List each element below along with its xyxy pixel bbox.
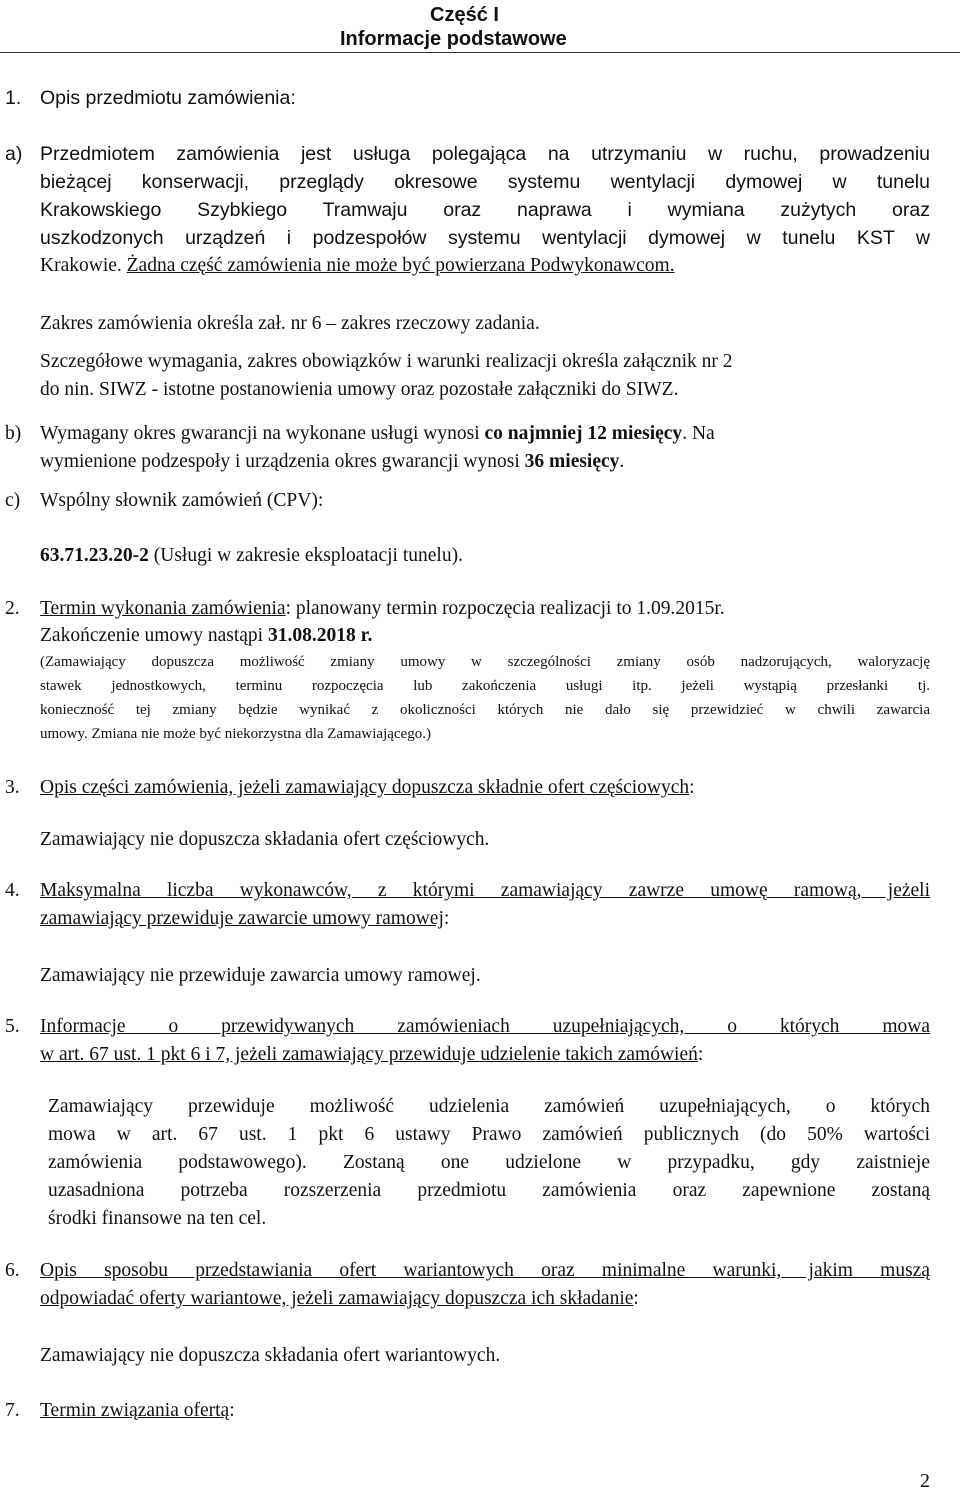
- section-1-title: Opis przedmiotu zamówienia:: [40, 87, 296, 109]
- part-subtitle: Informacje podstawowe: [340, 28, 567, 50]
- item-a-line-1: Przedmiotem zamówienia jest usługa polegająca na utrzymaniu w ruchu, prowadzeniu: [40, 143, 930, 165]
- warranty-parts: 36 miesięcy: [524, 451, 620, 472]
- section-6-title-1: Opis sposobu przedstawiania ofert wariantowych oraz minimalne warunki, jakim muszą: [40, 1260, 930, 1281]
- details-line-2: do nin. SIWZ - istotne postanowienia umowy oraz pozostałe załączniki do SIWZ.: [40, 379, 679, 400]
- note-line-1: (Zamawiający dopuszcza możliwość zmiany umowy w szczególności zmiany osób nadzorujących, waloryzację: [40, 654, 930, 670]
- section-4-answer: Zamawiający nie przewiduje zawarcia umowy ramowej.: [40, 965, 481, 986]
- section-7-colon: :: [229, 1400, 235, 1421]
- item-b-line-2-end: .: [619, 451, 625, 472]
- section-5-answer-2: mowa w art. 67 ust. 1 pkt 6 ustawy Prawo zamówień publicznych (do 50% wartości: [48, 1124, 930, 1145]
- section-5-title-2: w art. 67 ust. 1 pkt 6 i 7, jeżeli zamawiający przewiduje udzielenie takich zamówień: [40, 1044, 698, 1065]
- note-line-2: stawek jednostkowych, terminu rozpoczęcia lub zakończenia usługi itp. jeżeli wystąpią przesłanki tj.: [40, 678, 930, 694]
- section-6-colon: :: [633, 1288, 639, 1309]
- item-c-text: Wspólny słownik zamówień (CPV):: [40, 490, 324, 511]
- end-date: 31.08.2018 r.: [267, 625, 373, 646]
- section-7-heading: [40, 1397, 930, 1425]
- details-line-1: Szczegółowe wymagania, zakres obowiązków i warunki realizacji określa załącznik nr 2: [40, 351, 733, 372]
- cpv-line: [40, 542, 930, 570]
- part-number: Część I: [430, 4, 499, 26]
- section-5-colon: :: [697, 1044, 704, 1065]
- note-line-4: umowy. Zmiana nie może być niekorzystna dla Zamawiającego.): [40, 726, 431, 742]
- section-2-line-2: [40, 622, 930, 650]
- section-6-answer: Zamawiający nie dopuszcza składania ofert wariantowych.: [40, 1345, 501, 1366]
- end-date-text: Zakończenie umowy nastąpi: [40, 625, 268, 646]
- header-rule: [0, 52, 960, 53]
- item-b-line-1-end: . Na: [682, 423, 715, 444]
- section-2-line-1: [40, 595, 930, 623]
- section-6-heading-2: [40, 1285, 930, 1313]
- subcontractor-clause: Żadna część zamówienia nie może być powierzana Podwykonawcom.: [126, 255, 675, 276]
- section-3-number: 3.: [5, 777, 20, 798]
- section-7-number: 7.: [5, 1400, 20, 1421]
- item-b-line-2: [40, 448, 930, 476]
- note-line-3: konieczność tej zmiany będzie wynikać z okoliczności których nie dało się przewidzieć w chwili zawarcia: [40, 702, 930, 718]
- item-b-line-1: [40, 420, 930, 448]
- item-a-line-4: uszkodzonych urządzeń i podzespołów systemu wentylacji dymowej w tunelu KST w: [40, 227, 930, 249]
- item-a-line-5-start: Krakowie.: [40, 255, 127, 276]
- section-7-title: Termin związania ofertą: [40, 1400, 230, 1421]
- section-5-answer-3: zamówienia podstawowego). Zostaną one udzielone w przypadku, gdy zaistnieje: [48, 1152, 930, 1173]
- page-number: 2: [920, 1470, 930, 1492]
- section-4-title-1: Maksymalna liczba wykonawców, z którymi zamawiający zawrze umowę ramową, jeżeli: [40, 880, 930, 901]
- section-5-answer-1: Zamawiający przewiduje możliwość udzielenia zamówień uzupełniających, o których: [48, 1096, 930, 1117]
- warranty-services: co najmniej 12 miesięcy: [484, 423, 683, 444]
- section-2-line-1-rest: : planowany termin rozpoczęcia realizacji to 1.09.2015r.: [285, 598, 725, 619]
- section-4-colon: :: [443, 908, 450, 929]
- section-1-number: 1.: [5, 87, 22, 109]
- item-a-line-2: bieżącej konserwacji, przeglądy okresowe systemu wentylacji dymowej w tunelu: [40, 171, 930, 193]
- section-5-number: 5.: [5, 1016, 20, 1037]
- section-5-heading-2: [40, 1041, 930, 1069]
- section-5-answer-5: środki finansowe na ten cel.: [48, 1208, 267, 1229]
- section-5-title-1: Informacje o przewidywanych zamówieniach uzupełniających, o których mowa: [40, 1016, 930, 1037]
- item-a-line-5: [40, 252, 930, 280]
- section-3-colon: :: [689, 777, 695, 798]
- item-b-line-2-text: wymienione podzespoły i urządzenia okres gwarancji wynosi: [40, 451, 525, 472]
- section-2-number: 2.: [5, 598, 20, 619]
- section-3-answer: Zamawiający nie dopuszcza składania ofert częściowych.: [40, 829, 490, 850]
- section-4-title-2: zamawiający przewiduje zawarcie umowy ramowej: [40, 908, 444, 929]
- section-6-number: 6.: [5, 1260, 20, 1281]
- cpv-code: 63.71.23.20-2: [40, 545, 149, 566]
- section-6-title-2: odpowiadać oferty wariantowe, jeżeli zamawiający dopuszcza ich składanie: [40, 1288, 634, 1309]
- item-a-label: a): [5, 143, 23, 165]
- section-3-title: Opis części zamówienia, jeżeli zamawiający dopuszcza składnie ofert częściowych: [40, 777, 690, 798]
- section-3-heading: [40, 774, 930, 802]
- section-2-title: Termin wykonania zamówienia: [40, 598, 286, 619]
- section-4-heading-2: [40, 905, 930, 933]
- section-4-number: 4.: [5, 880, 20, 901]
- scope-line: Zakres zamówienia określa zał. nr 6 – zakres rzeczowy zadania.: [40, 313, 540, 334]
- item-a-line-3: Krakowskiego Szybkiego Tramwaju oraz naprawa i wymiana zużytych oraz: [40, 199, 930, 221]
- section-5-answer-4: uzasadniona potrzeba rozszerzenia przedmiotu zamówienia oraz zapewnione zostaną: [48, 1180, 930, 1201]
- cpv-description: (Usługi w zakresie eksploatacji tunelu).: [148, 545, 463, 566]
- item-b-line-1-text: Wymagany okres gwarancji na wykonane usługi wynosi: [40, 423, 485, 444]
- item-b-label: b): [5, 423, 22, 444]
- item-c-label: c): [5, 490, 21, 511]
